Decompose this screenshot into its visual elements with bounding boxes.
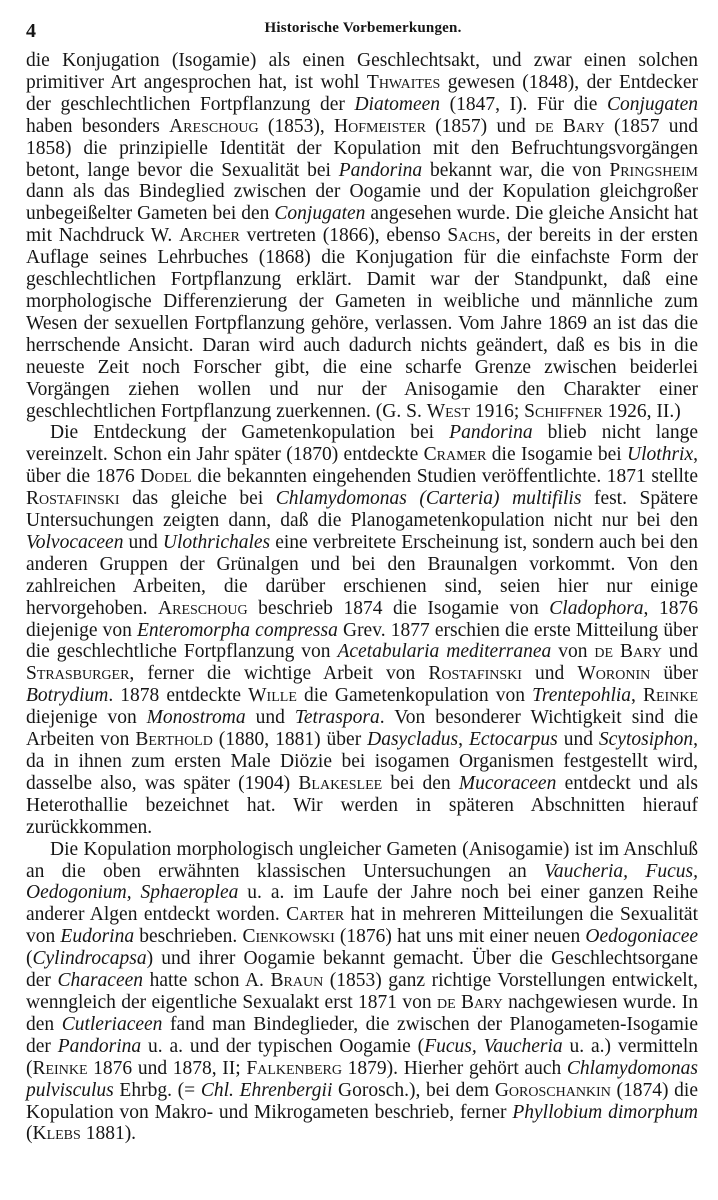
taxon-name: Characeen (57, 970, 144, 992)
author-name: Reinke (32, 1057, 88, 1079)
taxon-name: Chlamydomonas pulvisculus (26, 1057, 699, 1101)
taxon-name: Trentepohlia (532, 685, 632, 707)
text-run: (1853) ganz richtige Vorstellungen entwickelt, wenngleich der eigentliche Sexualakt erst 1871 von (26, 970, 698, 1013)
author-name: de Bary (436, 991, 503, 1013)
running-head: Historische Vorbemerkungen. (264, 20, 462, 36)
text-run: , da in ihnen zum ersten Male Diözie bei isogamen Organismen festgestellt wird, dasselbe also, was später (1904) (26, 729, 698, 794)
author-name: Rostafinski (26, 488, 120, 510)
author-name: Hofmeister (334, 115, 426, 137)
author-name: Areschoug (169, 115, 259, 137)
text-run: das gleiche bei (119, 488, 276, 510)
author-name: Klebs (32, 1123, 81, 1145)
text-run: 1881). (80, 1123, 137, 1145)
author-name: Thwaites (366, 71, 441, 93)
author-name: Sachs (447, 225, 496, 247)
author-name: Goroschankin (494, 1079, 611, 1101)
author-name: Cramer (423, 444, 487, 466)
text-run: (1876) hat uns mit einer neuen (334, 926, 586, 948)
author-name: de Bary (534, 115, 605, 137)
text-run: die Konjugation (Isogamie) als einen Geschlechtsakt, und zwar einen solchen primitiver Art angesprochen hat, ist wohl (26, 50, 698, 93)
text-run: hat in mehreren Mitteilungen die Sexualität von (26, 904, 698, 948)
author-name: Woronin (577, 663, 651, 685)
author-name: West (426, 400, 470, 422)
taxon-name: Pandorina (338, 159, 423, 181)
text-run: , 1876 diejenige von (26, 597, 698, 641)
author-name: Braun (270, 970, 324, 992)
text-run: fand man Bindeglieder, die zwischen der Planogameten-Isogamie der (26, 1013, 698, 1057)
text-run: ( (26, 948, 33, 970)
author-name: Blakeslee (298, 772, 383, 794)
text-run: ) und ihrer Oogamie bekannt gemacht. Über die Geschlechtsorgane der (26, 948, 698, 992)
text-run: ( (26, 1123, 33, 1145)
taxon-name: Diatomeen (354, 93, 441, 115)
author-name: Reinke (643, 685, 698, 707)
author-name: Berthold (135, 729, 213, 751)
taxon-name: Pandorina (57, 1035, 142, 1057)
text-run: die Isogamie bei (486, 444, 628, 466)
text-run: und (521, 663, 578, 685)
author-name: Dodel (140, 466, 192, 488)
text-run: Die Entdeckung der Gametenkopulation bei (50, 422, 450, 444)
taxon-name: Conjugaten (607, 93, 698, 115)
taxon-name: Ulothrichales (162, 531, 271, 553)
text-run: bekannt war, die von (422, 159, 610, 181)
text-run: (1880, 1881) über (212, 729, 368, 751)
text-run: und (661, 641, 698, 663)
author-name: Schiffner (524, 400, 603, 422)
paragraph (26, 839, 698, 1146)
text-run: eine verbreitete Erscheinung ist, sondern auch bei den anderen Gruppen der Grünalgen und bei den Braunalgen vorkommt. Von den zahlreichen Arbeiten, die darüber erschienen sind, seien hier nur einige hervorgehoben. (26, 531, 698, 619)
text-run: Ehrbg. (= (113, 1079, 201, 1101)
text-run: gewesen (1848), der Entdecker der geschlechtlichen Fortpflanzung der (26, 71, 698, 115)
taxon-name: Botrydium (26, 685, 109, 707)
text-run: über (650, 663, 699, 685)
text-run: , ferner die wichtige Arbeit von (129, 663, 429, 685)
text-run: , über die 1876 (26, 444, 699, 488)
text-run: Grev. 1877 erschien die erste Mitteilung über die geschlechtliche Fortpflanzung von (26, 619, 698, 663)
text-run: vertreten (1866), ebenso (239, 225, 448, 247)
body-text (26, 50, 698, 1145)
text-run: und (557, 729, 599, 751)
taxon-name: Phyllobium dimorphum (512, 1101, 698, 1123)
text-run: Die Kopulation morphologisch ungleicher Gameten (Anisogamie) ist im Anschluß an die oben erwähnten klassischen Untersuchungen an (26, 838, 698, 882)
page-header (26, 16, 700, 46)
taxon-name: Dasycladus (367, 729, 459, 751)
text-run: 1879). Hierher gehört auch (342, 1057, 567, 1079)
taxon-name: Monostroma (146, 707, 246, 729)
taxon-name: Acetabularia mediterranea (337, 641, 552, 663)
text-run: beschrieben. (134, 926, 243, 948)
text-run: 1876 und 1878, II; (87, 1057, 247, 1079)
text-run: entdeckt und als Heterothallie bezeichnet hat. Wir werden in späteren Abschnitten hierauf zurückkommen. (26, 772, 698, 838)
author-name: Falkenberg (246, 1057, 343, 1079)
paragraph (26, 422, 698, 838)
text-run: , (458, 729, 469, 751)
taxon-name: Chlamydomonas (Carteria) multifilis (275, 488, 582, 510)
text-run: (1857 und 1858) die prinzipielle Identität der Kopulation mit den Befruchtungsvorgängen betont, lange bevor die Sexualität bei (26, 115, 698, 181)
taxon-name: Eudorina (60, 926, 135, 948)
author-name: Rostafinski (428, 663, 522, 685)
author-name: Pringsheim (609, 159, 698, 181)
text-run: und (245, 707, 295, 729)
text-run: 1926, II.) (602, 400, 681, 422)
author-name: Wille (248, 685, 297, 707)
text-run: angesehen wurde. Die gleiche Ansicht hat mit Nachdruck W. (26, 203, 698, 247)
text-run: und (123, 531, 163, 553)
text-run: hatte schon A. (143, 970, 271, 992)
text-run: Gorosch.), bei dem (332, 1079, 495, 1101)
taxon-name: Cladophora (549, 597, 644, 619)
taxon-name: Volvocaceen (26, 531, 124, 553)
text-run: u. a. im Laufe der Jahre noch bei einer ganzen Reihe anderer Algen entdeckt worden. (26, 882, 698, 926)
text-run: u. a.) vermitteln ( (26, 1035, 698, 1079)
taxon-name: Fucus, Vaucheria (424, 1035, 563, 1057)
page-number: 4 (26, 20, 36, 42)
paragraph (26, 50, 698, 422)
text-run: (1853), (258, 115, 335, 137)
text-run: (1847, I). Für die (440, 93, 607, 115)
taxon-name: Tetraspora (294, 707, 380, 729)
taxon-name: Enteromorpha compressa (137, 619, 338, 641)
text-run: (1874) die Kopulation von Makro- und Mikrogameten beschrieb, ferner (26, 1079, 698, 1123)
author-name: Strasburger (26, 663, 130, 685)
author-name: de Bary (594, 641, 662, 663)
taxon-name: Vaucheria, Fucus, Oedogonium, Sphaeroplea (26, 860, 698, 904)
taxon-name: Oedogoniacee (585, 926, 699, 948)
text-run: nachgewiesen wurde. In den (26, 991, 699, 1035)
text-run: die bekannten eingehenden Studien veröffentlichte. 1871 stellte (191, 466, 698, 488)
text-run: diejenige von (26, 707, 147, 729)
taxon-name: Conjugaten (274, 203, 366, 225)
text-run: haben besonders (26, 115, 170, 137)
text-run: (1857) und (425, 115, 535, 137)
text-run: bei den (382, 772, 459, 794)
taxon-name: Mucoraceen (458, 772, 557, 794)
taxon-name: Pandorina (449, 422, 533, 444)
text-run: , (631, 685, 643, 707)
text-run: die Gametenkopulation von (296, 685, 533, 707)
taxon-name: Ectocarpus (468, 729, 558, 751)
text-run: u. a. und der typischen Oogamie ( (141, 1035, 425, 1057)
text-run: dann als das Bindeglied zwischen der Oogamie und der Kopulation gleichgroßer unbegeißelter Gameten bei den (26, 181, 698, 225)
text-run: . 1878 entdeckte (108, 685, 249, 707)
text-run: . Von besonderer Wichtigkeit sind die Arbeiten von (26, 707, 698, 751)
text-run: fest. Spätere Untersuchungen zeigten dann, daß die Planogametenkopulation nicht nur bei den (26, 488, 698, 532)
taxon-name: Ulothrix (627, 444, 694, 466)
text-run: , der bereits in der ersten Auflage seines Lehrbuches (1868) die Konjugation für die einfachste Form der geschlechtlichen Fortpflanzung erklärt. Damit war der Standpunkt, daß eine morphologische Differenzierung der Gameten in weibliche und männliche zum Wesen der sexuellen Fortpflanzung gehöre, verlassen. Vom Jahre 1869 an ist das die herrschende Ansicht. Daran wird auch dadurch nichts geändert, daß es bis in die neueste Zeit noch Forscher gibt, die eine scharfe Grenze zwischen beiderlei Vorgängen ziehen wollen und nur der Anisogamie den Charakter einer geschlechtlichen Fortpflanzung zuerkennen. (G. S. (26, 225, 698, 422)
taxon-name: Cylindrocapsa (32, 948, 147, 970)
taxon-name: Chl. Ehrenbergii (200, 1079, 333, 1101)
taxon-name: Cutleriaceen (61, 1013, 163, 1035)
author-name: Carter (286, 904, 345, 926)
author-name: Areschoug (158, 597, 248, 619)
text-run: von (551, 641, 595, 663)
author-name: Archer (179, 225, 240, 247)
text-run: beschrieb 1874 die Isogamie von (247, 597, 550, 619)
text-run: 1916; (470, 400, 525, 422)
taxon-name: Scytosiphon (598, 729, 694, 751)
text-run: blieb nicht lange vereinzelt. Schon ein Jahr später (1870) entdeckte (26, 422, 698, 466)
author-name: Cienkowski (242, 926, 335, 948)
